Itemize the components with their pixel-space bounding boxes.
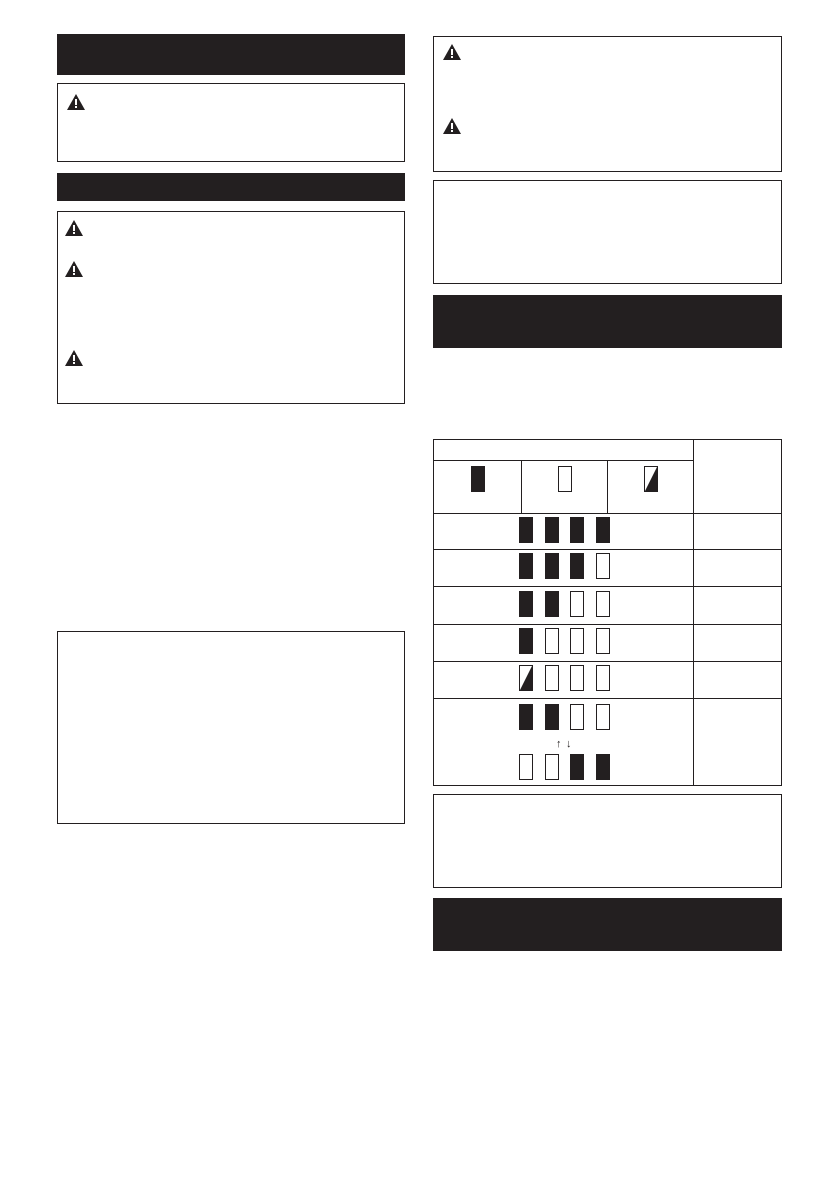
table-row-divider — [434, 586, 781, 587]
indicator-lamp-on — [545, 517, 559, 543]
section-heading-bar-2 — [57, 173, 405, 201]
legend-lamp-off — [558, 466, 572, 492]
arrow-down-icon: ↓ — [566, 738, 572, 750]
warning-triangle-icon — [64, 349, 84, 367]
warning-triangle-icon — [442, 117, 462, 135]
indicator-lamp-off — [545, 754, 559, 780]
section-heading-bar-1 — [57, 34, 405, 75]
indicator-lamp-on — [545, 704, 559, 730]
indicator-lamp-off — [596, 553, 610, 579]
indicator-lamp-off — [519, 754, 533, 780]
indicator-lamp-on — [570, 517, 584, 543]
indicator-lamp-on — [519, 553, 533, 579]
note-box-3 — [433, 794, 782, 888]
indicator-lamp-blinking — [519, 665, 533, 691]
battery-indicator-table — [433, 439, 782, 786]
arrow-up-icon: ↑ — [556, 738, 562, 750]
legend-divider — [607, 460, 608, 513]
indicator-lamp-off — [596, 591, 610, 617]
note-box-2 — [433, 180, 782, 284]
indicator-lamp-on — [596, 517, 610, 543]
warning-triangle-icon — [442, 43, 462, 61]
legend-lamp-blinking — [644, 466, 658, 492]
legend-lamp-on — [471, 466, 485, 492]
indicator-lamp-on — [519, 704, 533, 730]
indicator-lamp-on — [545, 591, 559, 617]
warning-triangle-icon — [66, 93, 86, 111]
table-row-divider — [434, 513, 781, 514]
warning-triangle-icon — [64, 219, 84, 237]
indicator-lamp-on — [519, 591, 533, 617]
table-row-divider — [434, 624, 781, 625]
indicator-lamp-off — [545, 628, 559, 654]
indicator-lamp-off — [570, 591, 584, 617]
table-header-divider — [434, 460, 693, 461]
caution-box-2 — [433, 36, 782, 172]
table-row-divider — [434, 549, 781, 550]
indicator-lamp-on — [545, 553, 559, 579]
indicator-lamp-off — [596, 628, 610, 654]
table-column-divider — [693, 440, 694, 785]
note-box-1 — [57, 631, 405, 824]
indicator-lamp-on — [519, 517, 533, 543]
indicator-lamp-off — [596, 665, 610, 691]
indicator-lamp-on — [570, 553, 584, 579]
table-row-divider — [434, 661, 781, 662]
indicator-lamp-off — [570, 665, 584, 691]
indicator-lamp-on — [596, 754, 610, 780]
indicator-lamp-off — [596, 704, 610, 730]
section-heading-bar-4 — [433, 898, 782, 951]
indicator-lamp-on — [519, 628, 533, 654]
legend-divider — [521, 460, 522, 513]
indicator-lamp-off — [570, 628, 584, 654]
warning-box-1 — [57, 211, 405, 404]
section-heading-bar-3 — [433, 295, 782, 348]
warning-triangle-icon — [64, 260, 84, 278]
indicator-lamp-off — [570, 704, 584, 730]
table-row-divider — [434, 698, 781, 699]
caution-box-1 — [57, 83, 405, 162]
indicator-lamp-off — [545, 665, 559, 691]
indicator-lamp-on — [570, 754, 584, 780]
